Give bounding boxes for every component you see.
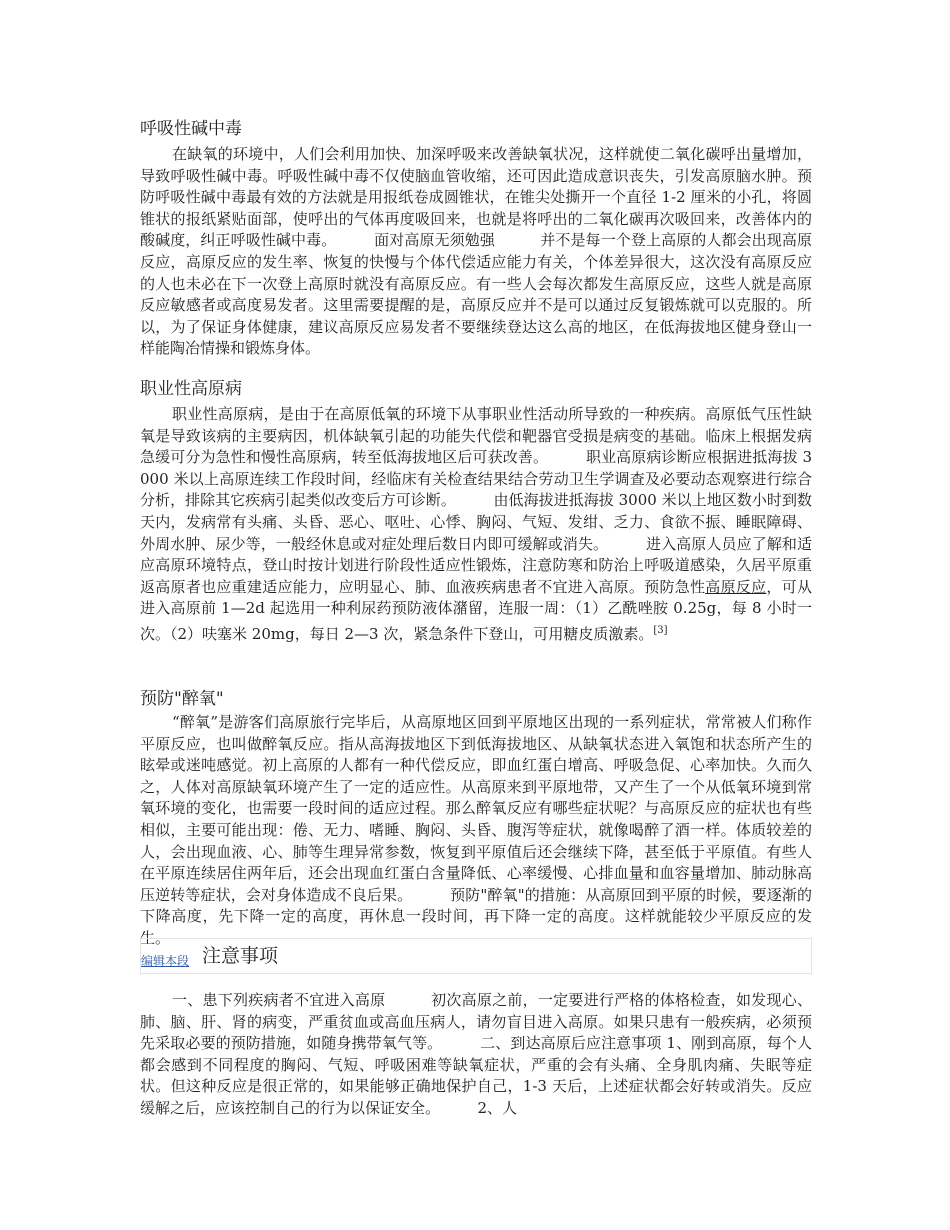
section-title-notes: 注意事项	[202, 945, 279, 967]
edit-section-link[interactable]: 编辑本段	[141, 954, 190, 968]
altitude-reaction-link[interactable]: 高原反应	[705, 577, 767, 596]
body-text-part-2: ，可从进入高原前 1—2d 起选用一种利尿药预防液体潴留，连服一周：（1）乙酰唑胺 0.25g，每 8 小时一次。（2）呋塞米 20mg，每日 2—3 次，紧急条件下登山，可用糖皮质激素。	[140, 577, 812, 643]
section-header-bar	[140, 938, 812, 974]
notes-body: 一、患下列疾病者不宜进入高原 初次高原之前，一定要进行严格的体格检查，如发现心、肺、脑、肝、肾的病变，严重贫血或高血压病人，请勿盲目进入高原。如果只患有一般疾病，必须预先采取必要的预防措施，如随身携带氧气等。 二、到达高原后应注意事项 1、刚到高原，每个人都会感到不同程度的胸闷、气短、呼吸困难等缺氧症状，严重的会有头痛、全身肌肉痛、失眠等症状。但这种反应是很正常的，如果能够正确地保护自己，1-3 天后，上述症状都会好转或消失。反应缓解之后，应该控制自己的行为以保证安全。 2、人	[140, 991, 812, 1117]
section-heading-occupational-altitude-sickness: 职业性高原病	[140, 379, 242, 399]
section-body-oxygen-intoxication: “醉氧”是游客们高原旅行完毕后，从高原地区回到平原地区出现的一系列症状，常常被人们称作平原反应，也叫做醉氧反应。指从高海拔地区下到低海拔地区、从缺氧状态进入氧饱和状态所产生的眩晕或迷吨感觉。初上高原的人都有一种代偿反应，即血红蛋白增高、呼吸急促、心率加快。久而久之，人体对高原缺氧环境产生了一定的适应性。从高原来到平原地带，又产生了一个从低氧环境到常氧环境的变化，也需要一段时间的适应过程。那么醉氧反应有哪些症状呢？与高原反应的症状也有些相似，主要可能出现：倦、无力、嗜睡、胸闷、头昏、腹泻等症状，就像喝醉了酒一样。体质较差的人，会出现血液、心、肺等生理异常参数，恢复到平原值后还会继续下降，甚至低于平原值。有些人在平原连续居住两年后，还会出现血红蛋白含量降低、心率缓慢、心排血量和血容量增加、肺动脉高压逆转等症状，会对身体造成不良后果。 预防"醉氧"的措施：从高原回到平原的时候，要逐渐的下降高度，先下降一定的高度，再休息一段时间，再下降一定的高度。这样就能较少平原反应的发生。	[140, 713, 812, 947]
body-text-part-1: 职业性高原病，是由于在高原低氧的环境下从事职业性活动所导致的一种疾病。高原低气压性缺氧是导致该病的主要病因，机体缺氧引起的功能失代偿和靶器官受损是病变的基础。临床上根据发病急缓可分为急性和慢性高原病，转至低海拔地区后可获改善。 职业高原病诊断应根据进抵海拔 3000 米以上高原连续工作段时间，经临床有关检查结果结合劳动卫生学调查及必要动态观察进行综合分析，排除其它疾病引起类似改变后方可诊断。 由低海拔进抵海拔 3000 米以上地区数小时到数天内，发病常有头痛、头昏、恶心、呕吐、心悸、胸闷、气短、发绀、乏力、食欲不振、睡眠障碍、外周水肿、尿少等，一般经休息或对症处理后数日内即可缓解或消失。 进入高原人员应了解和适应高原环境特点，登山时按计划进行阶段性适应性锻炼，注意防寒和防治上呼吸道感染，久居平原重返高原者也应重建适应能力，应明显心、肺、血液疾病患者不宜进入高原。预防急性	[140, 405, 812, 596]
reference-marker[interactable]: [3]	[653, 624, 668, 636]
section-heading-respiratory-alkalosis: 呼吸性碱中毒	[140, 119, 242, 139]
section-body-respiratory-alkalosis: 在缺氧的环境中，人们会利用加快、加深呼吸来改善缺氧状况，这样就使二氧化碳呼出量增加，导致呼吸性碱中毒。呼吸性碱中毒不仅使脑血管收缩，还可因此造成意识丧失，引发高原脑水肿。预防呼吸性碱中毒最有效的方法就是用报纸卷成圆锥状，在锥尖处撕开一个直径 1-2 厘米的小孔，将圆锥状的报纸紧贴面部，使呼出的气体再度吸回来，也就是将呼出的二氧化碳再次吸回来，改善体内的酸碱度，纠正呼吸性碱中毒。 面对高原无须勉强 并不是每一个登上高原的人都会出现高原反应，高原反应的发生率、恢复的快慢与个体代偿适应能力有关，个体差异很大，这次没有高原反应的人也未必在下一次登上高原时就没有高原反应。有一些人会每次都发生高原反应，这些人就是高原反应敏感者或高度易发者。这里需要提醒的是，高原反应并不是可以通过反复锻炼就可以克服的。所以，为了保证身体健康，建议高原反应易发者不要继续登达这么高的地区，在低海拔地区健身登山一样能陶冶情操和锻炼身体。	[140, 145, 812, 358]
section-body-occupational-altitude-sickness	[140, 404, 812, 646]
section-heading-oxygen-intoxication: 预防"醉氧"	[140, 689, 224, 709]
